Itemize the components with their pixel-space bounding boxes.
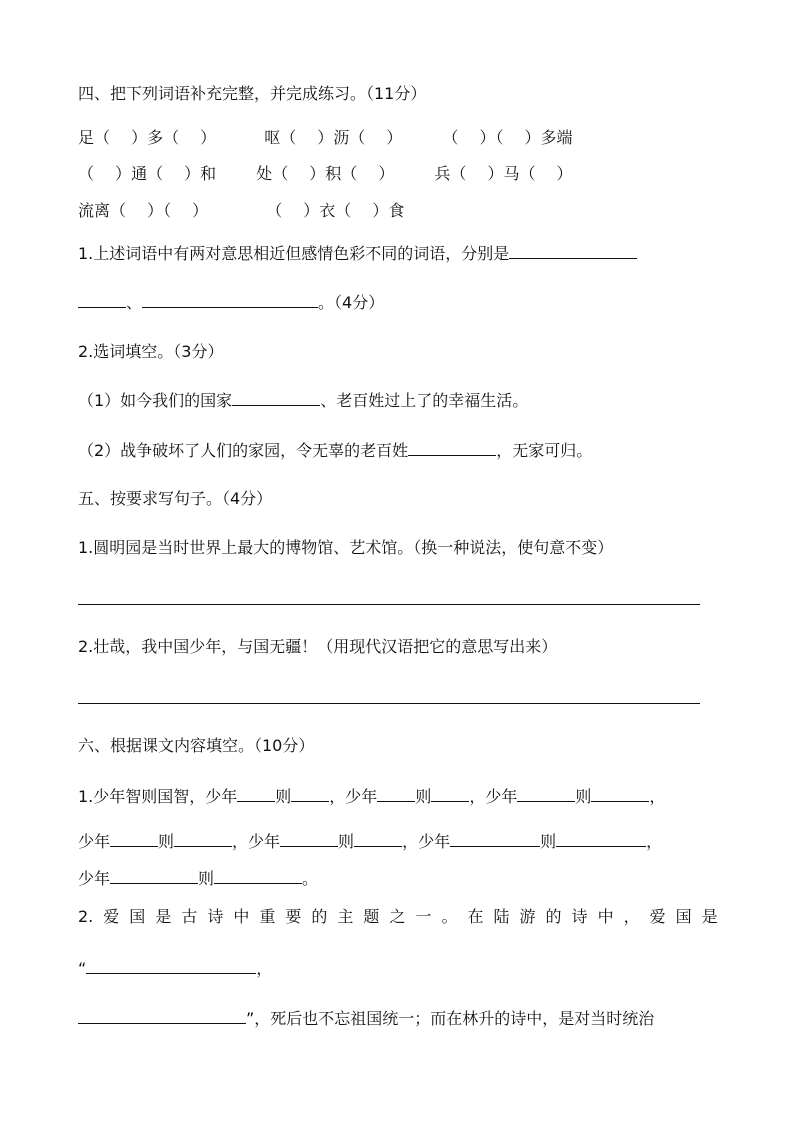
idiom-row-1 <box>78 128 573 148</box>
comma: ，少年 <box>402 832 451 851</box>
section6-q2-line3 <box>78 1008 654 1028</box>
idiom-2-1: （ ）通（ ）和 <box>78 164 217 183</box>
ze: 则 <box>158 832 175 851</box>
idiom-3-1: 流离（ ）（ ） <box>78 201 209 220</box>
ze: 则 <box>338 832 355 851</box>
q2-char: 在 <box>467 907 484 926</box>
q2-char: 。 <box>441 907 458 926</box>
q2-blank-b[interactable] <box>78 1008 246 1024</box>
q2-char: 陆 <box>493 907 510 926</box>
q1-line3-start: 少年 <box>78 869 111 888</box>
q2-b-pre: （2）战争破坏了人们的家园，令无辜的老百姓 <box>78 441 409 460</box>
section6-q1-line3 <box>78 868 318 888</box>
q1-line2-start: 少年 <box>78 832 111 851</box>
blank[interactable] <box>556 831 646 847</box>
section4-q1 <box>78 243 637 263</box>
section6-q1-line2 <box>78 831 662 851</box>
q2-char: 国 <box>675 907 692 926</box>
quote-comma: ， <box>256 959 273 978</box>
quote-open: “ <box>78 959 87 978</box>
idiom-2-3: 兵（ ）马（ ） <box>434 164 573 183</box>
q2-char: 的 <box>545 907 562 926</box>
blank[interactable] <box>291 786 329 802</box>
idiom-row-3 <box>78 201 404 221</box>
q1-blank-b[interactable] <box>78 292 126 308</box>
blank[interactable] <box>214 868 302 884</box>
q2-char: ， <box>623 907 640 926</box>
blank[interactable] <box>280 831 338 847</box>
q1-end: 。（4分） <box>318 293 385 312</box>
q2-a-blank[interactable] <box>232 390 320 406</box>
q2-tail: ，死后也不忘祖国统一；而在林升的诗中，是对当时统治 <box>254 1009 655 1028</box>
comma: ，少年 <box>329 787 378 806</box>
section5-q1-answer-line[interactable] <box>78 604 700 605</box>
blank[interactable] <box>450 831 540 847</box>
section5-q2: 2.壮哉，我中国少年，与国无疆！（用现代汉语把它的意思写出来） <box>78 637 558 656</box>
q2-a-pre: （1）如今我们的国家 <box>78 391 233 410</box>
q2-char: 之 <box>389 907 406 926</box>
q2-char: 一 <box>415 907 432 926</box>
q2-char: 中 <box>233 907 250 926</box>
blank[interactable] <box>517 786 575 802</box>
q2-char: 2. <box>78 907 94 926</box>
section4-q2-a <box>78 390 528 410</box>
q2-char: 重 <box>259 907 276 926</box>
q2-char: 游 <box>519 907 536 926</box>
section5-title: 五、按要求写句子。（4分） <box>78 489 273 508</box>
blank[interactable] <box>431 786 469 802</box>
blank[interactable] <box>354 831 402 847</box>
q2-char: 爱 <box>649 907 666 926</box>
section6-q1-line1 <box>78 786 665 806</box>
section6-q2-line2 <box>78 958 272 978</box>
ze: 则 <box>540 832 557 851</box>
q2-char: 是 <box>701 907 718 926</box>
q2-blank-a[interactable] <box>86 958 256 974</box>
idiom-2-2: 处（ ）积（ ） <box>256 164 395 183</box>
q2-char: 中 <box>597 907 614 926</box>
comma: ，少年 <box>469 787 518 806</box>
q2-char: 是 <box>155 907 172 926</box>
q1-sep: 、 <box>126 293 143 312</box>
section5-q1: 1.圆明园是当时世界上最大的博物馆、艺术馆。（换一种说法，使句意不变） <box>78 538 614 557</box>
q2-char: 的 <box>311 907 328 926</box>
q2-char: 诗 <box>571 907 588 926</box>
q2-char: 诗 <box>207 907 224 926</box>
q2-char: 国 <box>129 907 146 926</box>
section6-q2-line1 <box>78 907 718 927</box>
idiom-row-2 <box>78 164 573 184</box>
blank[interactable] <box>591 786 649 802</box>
section4-q2-b <box>78 440 592 460</box>
blank[interactable] <box>110 868 198 884</box>
section4-title: 四、把下列词语补充完整，并完成练习。（11分） <box>78 84 427 103</box>
comma: ，少年 <box>232 832 281 851</box>
quote-close: ” <box>246 1009 255 1028</box>
idiom-1-1: 足（ ）多（ ） <box>78 128 217 147</box>
q2-char: 古 <box>181 907 198 926</box>
idiom-1-3: （ ）（ ）多端 <box>442 128 573 147</box>
idiom-3-2: （ ）衣（ ）食 <box>266 201 405 220</box>
q2-char: 要 <box>285 907 302 926</box>
ze: 则 <box>198 869 215 888</box>
q2-char: 主 <box>337 907 354 926</box>
blank[interactable] <box>237 786 275 802</box>
q2-char: 爱 <box>103 907 120 926</box>
q2-a-post: 、老百姓过上了的幸福生活。 <box>320 391 529 410</box>
q2-b-post: ，无家可归。 <box>496 441 593 460</box>
q2-char: 题 <box>363 907 380 926</box>
blank[interactable] <box>174 831 232 847</box>
end: ， <box>649 787 666 806</box>
blank[interactable] <box>377 786 415 802</box>
q1-line1-start: 1.少年智则国智，少年 <box>78 787 238 806</box>
idiom-1-2: 呕（ ）沥（ ） <box>264 128 403 147</box>
ze: 则 <box>415 787 432 806</box>
q1-blank-c[interactable] <box>142 292 318 308</box>
q2-b-blank[interactable] <box>408 440 496 456</box>
ze: 则 <box>575 787 592 806</box>
section6-title: 六、根据课文内容填空。（10分） <box>78 736 315 755</box>
section4-q1-cont <box>78 292 384 312</box>
q1-text: 1.上述词语中有两对意思相近但感情色彩不同的词语，分别是 <box>78 244 510 263</box>
blank[interactable] <box>110 831 158 847</box>
end: ， <box>646 832 663 851</box>
section4-q2-title: 2.选词填空。（3分） <box>78 342 224 361</box>
section5-q2-answer-line[interactable] <box>78 703 700 704</box>
end: 。 <box>302 869 319 888</box>
ze: 则 <box>275 787 292 806</box>
q1-blank-a[interactable] <box>509 243 637 259</box>
